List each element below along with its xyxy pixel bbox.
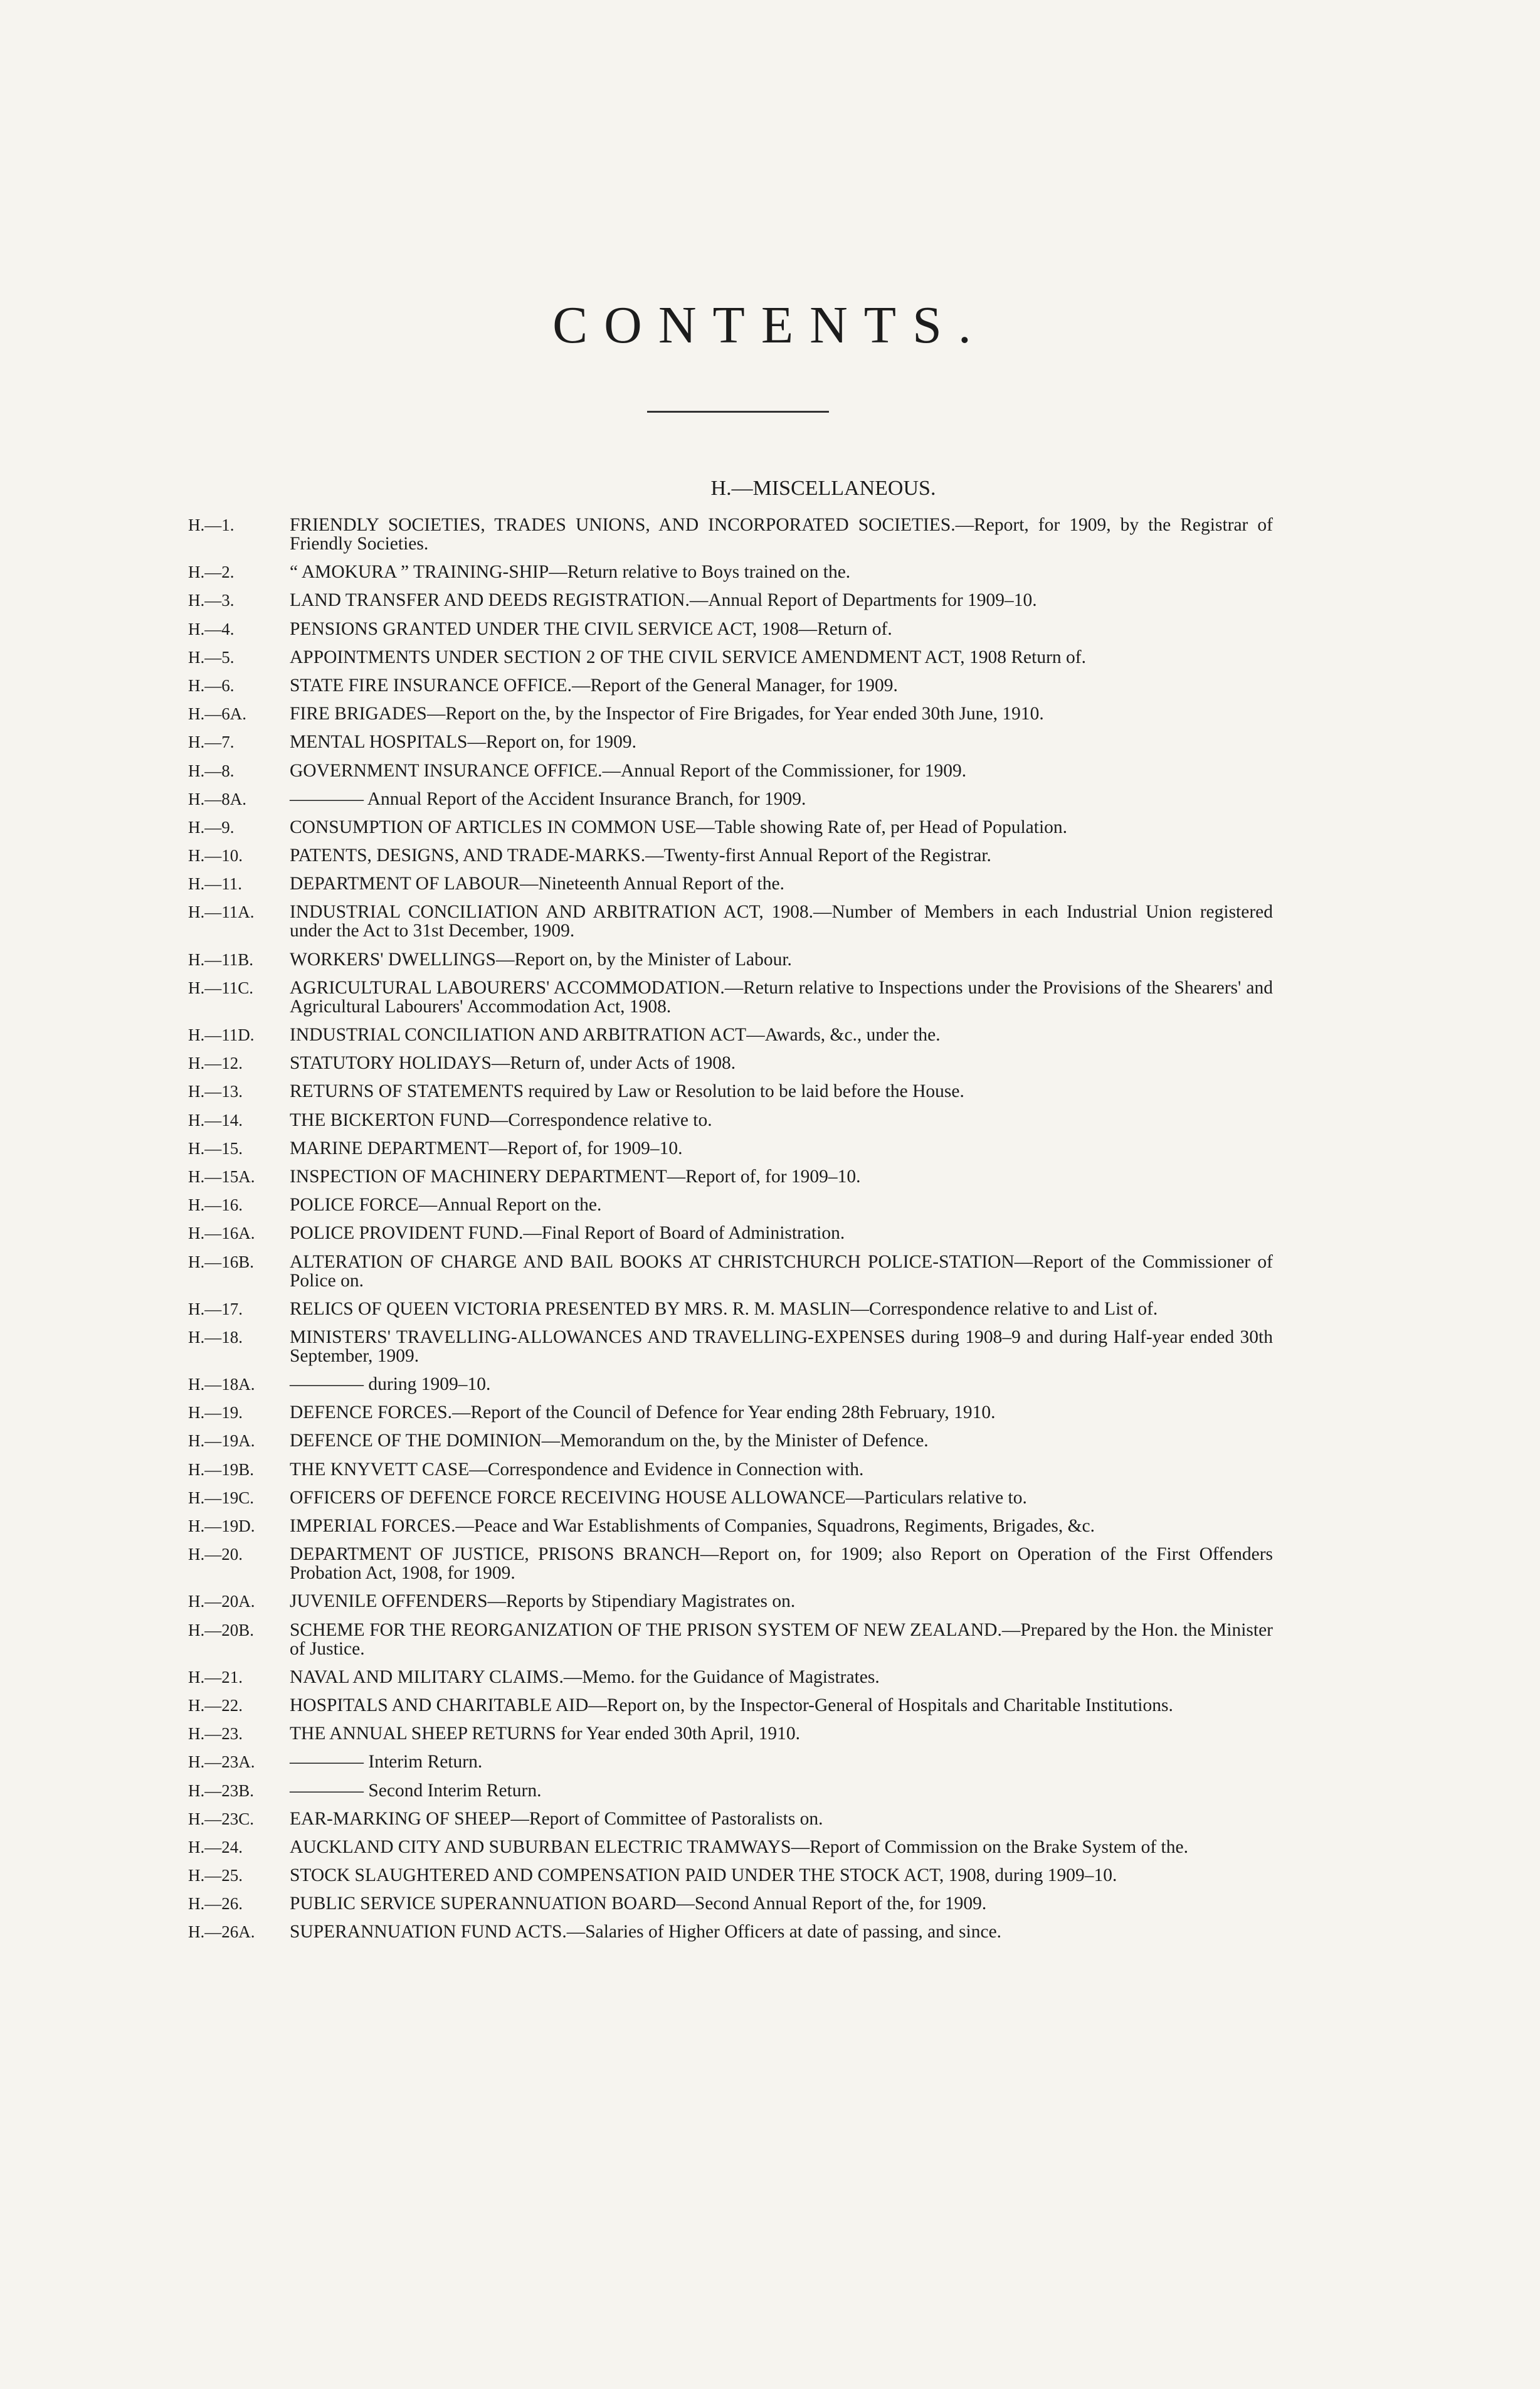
entry-code: H.—6A. — [188, 704, 246, 724]
entry-text: INDUSTRIAL CONCILIATION AND ARBITRATION ACT, 1908.—Number of Members in each Industrial Union registered under the Act to 31st December, 1909. — [290, 902, 1273, 941]
contents-entry — [188, 1195, 1273, 1214]
entry-text: “ AMOKURA ” TRAINING-SHIP—Return relative to Boys trained on the. — [290, 562, 851, 583]
contents-entry — [188, 620, 1273, 638]
title-divider — [647, 411, 829, 413]
entry-code: H.—2. — [188, 563, 235, 582]
entry-code: H.—3. — [188, 591, 235, 610]
contents-entry — [188, 1752, 1273, 1771]
entry-text: OFFICERS OF DEFENCE FORCE RECEIVING HOUSE ALLOWANCE—Particulars relative to. — [290, 1487, 1027, 1508]
entry-text: FIRE BRIGADES—Report on the, by the Inspector of Fire Brigades, for Year ended 30th June, 1910. — [290, 704, 1044, 724]
contents-entry — [188, 1328, 1273, 1365]
entry-text: IMPERIAL FORCES.—Peace and War Establishments of Companies, Squadrons, Regiments, Brigades, &c. — [290, 1516, 1095, 1536]
contents-entry — [188, 1082, 1273, 1101]
section-heading: H.—MISCELLANEOUS. — [710, 477, 936, 500]
entry-text: SCHEME FOR THE REORGANIZATION OF THE PRISON SYSTEM OF NEW ZEALAND.—Prepared by the Hon. the Minister of Justice. — [290, 1619, 1273, 1659]
entry-code: H.—22. — [188, 1695, 243, 1715]
entry-code: H.—17. — [188, 1299, 243, 1318]
contents-entry — [188, 1781, 1273, 1800]
entry-code: H.—16B. — [188, 1252, 255, 1271]
contents-entry — [188, 1621, 1273, 1658]
entry-code: H.—23. — [188, 1724, 243, 1744]
entry-code: H.—10. — [188, 846, 243, 866]
entry-text: MARINE DEPARTMENT—Report of, for 1909–10. — [290, 1138, 683, 1158]
entry-text: DEPARTMENT OF JUSTICE, PRISONS BRANCH—Report on, for 1909; also Report on Operation of the First Offenders Probation Act, 1908, for 1909. — [290, 1544, 1273, 1584]
contents-entry — [188, 1696, 1273, 1715]
contents-entry — [188, 1224, 1273, 1242]
page-title: CONTENTS. — [552, 296, 988, 354]
contents-entry — [188, 978, 1273, 1016]
entry-code: H.—13. — [188, 1082, 243, 1101]
contents-entry — [188, 874, 1273, 893]
contents-entry — [188, 676, 1273, 695]
contents-entry — [188, 1838, 1273, 1857]
contents-entry — [188, 846, 1273, 865]
entry-code: H.—18. — [188, 1327, 243, 1347]
entry-code: H.—19B. — [188, 1459, 255, 1479]
entry-code: H.—16A. — [188, 1224, 255, 1243]
contents-entry — [188, 1253, 1273, 1290]
entry-code: H.—6. — [188, 675, 235, 695]
entry-text: ———— Annual Report of the Accident Insurance Branch, for 1909. — [290, 788, 806, 809]
contents-entry — [188, 903, 1273, 940]
contents-entry — [188, 563, 1273, 581]
entry-code: H.—25. — [188, 1866, 243, 1885]
entry-text: AUCKLAND CITY AND SUBURBAN ELECTRIC TRAMWAYS—Report of Commission on the Brake System of the. — [290, 1836, 1188, 1857]
entry-text: ———— Second Interim Return. — [290, 1780, 542, 1801]
contents-entry — [188, 761, 1273, 780]
entry-code: H.—23C. — [188, 1809, 255, 1828]
contents-entry — [188, 790, 1273, 808]
entry-text: INSPECTION OF MACHINERY DEPARTMENT—Report of, for 1909–10. — [290, 1166, 861, 1187]
entry-code: H.—12. — [188, 1054, 243, 1073]
contents-entry — [188, 1403, 1273, 1422]
contents-entry — [188, 704, 1273, 723]
entry-code: H.—21. — [188, 1667, 243, 1687]
entry-code: H.—26. — [188, 1894, 243, 1914]
contents-entry — [188, 818, 1273, 837]
entry-text: MENTAL HOSPITALS—Report on, for 1909. — [290, 732, 637, 753]
contents-entry — [188, 516, 1273, 553]
entry-text: APPOINTMENTS UNDER SECTION 2 OF THE CIVIL SERVICE AMENDMENT ACT, 1908 Return of. — [290, 647, 1086, 667]
entry-code: H.—19D. — [188, 1517, 255, 1535]
entry-code: H.—11D. — [188, 1025, 255, 1044]
contents-entry — [188, 1894, 1273, 1913]
entry-text: INDUSTRIAL CONCILIATION AND ARBITRATION ACT—Awards, &c., under the. — [290, 1025, 941, 1045]
contents-list — [188, 516, 1273, 1951]
contents-entry — [188, 1111, 1273, 1130]
contents-entry — [188, 1431, 1273, 1450]
entry-text: ———— during 1909–10. — [290, 1374, 491, 1395]
entry-code: H.—14. — [188, 1110, 243, 1130]
entry-text: STATUTORY HOLIDAYS—Return of, under Acts of 1908. — [290, 1053, 736, 1074]
entry-text: AGRICULTURAL LABOURERS' ACCOMMODATION.—Return relative to Inspections under the Provisions of the Shearers' and Agricultural Labourers' Accommodation Act, 1908. — [290, 977, 1273, 1017]
entry-text: JUVENILE OFFENDERS—Reports by Stipendiary Magistrates on. — [290, 1591, 796, 1612]
entry-text: POLICE PROVIDENT FUND.—Final Report of Board of Administration. — [290, 1223, 845, 1244]
contents-entry — [188, 1025, 1273, 1044]
entry-text: DEFENCE OF THE DOMINION—Memorandum on the, by the Minister of Defence. — [290, 1431, 929, 1451]
contents-entry — [188, 1922, 1273, 1941]
entry-code: H.—9. — [188, 817, 235, 837]
entry-text: THE KNYVETT CASE—Correspondence and Evidence in Connection with. — [290, 1459, 864, 1480]
entry-text: RETURNS OF STATEMENTS required by Law or Resolution to be laid before the House. — [290, 1081, 964, 1102]
entry-text: STATE FIRE INSURANCE OFFICE.—Report of the General Manager, for 1909. — [290, 675, 898, 696]
entry-text: EAR-MARKING OF SHEEP—Report of Committee of Pastoralists on. — [290, 1808, 823, 1829]
entry-code: H.—7. — [188, 733, 235, 752]
entry-code: H.—19A. — [188, 1431, 255, 1451]
contents-entry — [188, 1054, 1273, 1073]
entry-code: H.—24. — [188, 1837, 243, 1857]
entry-code: H.—8. — [188, 761, 235, 780]
entry-code: H.—15. — [188, 1138, 243, 1158]
entry-text: THE BICKERTON FUND—Correspondence relative to. — [290, 1110, 712, 1130]
contents-entry — [188, 950, 1273, 969]
entry-text: PENSIONS GRANTED UNDER THE CIVIL SERVICE ACT, 1908—Return of. — [290, 618, 892, 639]
contents-entry — [188, 1167, 1273, 1186]
entry-code: H.—20. — [188, 1545, 243, 1564]
contents-entry — [188, 1460, 1273, 1479]
entry-code: H.—20B. — [188, 1620, 255, 1639]
contents-entry — [188, 648, 1273, 667]
contents-entry — [188, 1300, 1273, 1318]
entry-code: H.—5. — [188, 647, 235, 667]
entry-code: H.—19C. — [188, 1488, 255, 1507]
contents-entry — [188, 1545, 1273, 1582]
entry-text: DEFENCE FORCES.—Report of the Council of Defence for Year ending 28th February, 1910. — [290, 1402, 996, 1423]
contents-entry — [188, 591, 1273, 610]
entry-text: DEPARTMENT OF LABOUR—Nineteenth Annual Report of the. — [290, 874, 784, 894]
entry-text: GOVERNMENT INSURANCE OFFICE.—Annual Report of the Commissioner, for 1909. — [290, 760, 967, 781]
entry-code: H.—19. — [188, 1403, 243, 1422]
contents-entry — [188, 1668, 1273, 1687]
entry-code: H.—20A. — [188, 1592, 255, 1611]
entry-text: THE ANNUAL SHEEP RETURNS for Year ended 30th April, 1910. — [290, 1724, 800, 1744]
entry-code: H.—11C. — [188, 978, 254, 997]
entry-code: H.—11. — [188, 874, 242, 894]
entry-code: H.—11B. — [188, 950, 254, 969]
entry-code: H.—11A. — [188, 903, 255, 922]
entry-text: POLICE FORCE—Annual Report on the. — [290, 1195, 602, 1216]
contents-entry — [188, 1488, 1273, 1507]
entry-text: PATENTS, DESIGNS, AND TRADE-MARKS.—Twenty-first Annual Report of the Registrar. — [290, 845, 991, 866]
entry-text: NAVAL AND MILITARY CLAIMS.—Memo. for the Guidance of Magistrates. — [290, 1666, 880, 1687]
entry-text: STOCK SLAUGHTERED AND COMPENSATION PAID UNDER THE STOCK ACT, 1908, during 1909–10. — [290, 1865, 1117, 1886]
entry-text: ALTERATION OF CHARGE AND BAIL BOOKS AT CHRISTCHURCH POLICE-STATION—Report of the Commissioner of Police on. — [290, 1251, 1273, 1291]
contents-entry — [188, 733, 1273, 751]
entry-code: H.—26A. — [188, 1922, 255, 1942]
entry-code: H.—1. — [188, 516, 235, 534]
entry-text: SUPERANNUATION FUND ACTS.—Salaries of Higher Officers at date of passing, and since. — [290, 1922, 1002, 1942]
contents-entry — [188, 1592, 1273, 1611]
entry-code: H.—16. — [188, 1195, 243, 1215]
entry-code: H.—15A. — [188, 1167, 255, 1186]
entry-text: MINISTERS' TRAVELLING-ALLOWANCES AND TRAVELLING-EXPENSES during 1908–9 and during Half-year ended 30th September, 1909. — [290, 1327, 1273, 1366]
contents-entry — [188, 1139, 1273, 1158]
contents-entry — [188, 1517, 1273, 1535]
entry-code: H.—18A. — [188, 1375, 255, 1394]
entry-text: LAND TRANSFER AND DEEDS REGISTRATION.—Annual Report of Departments for 1909–10. — [290, 590, 1037, 611]
contents-entry — [188, 1866, 1273, 1885]
entry-text: HOSPITALS AND CHARITABLE AID—Report on, by the Inspector-General of Hospitals and Charitable Institutions. — [290, 1695, 1173, 1715]
contents-entry — [188, 1809, 1273, 1828]
entry-text: WORKERS' DWELLINGS—Report on, by the Minister of Labour. — [290, 949, 792, 970]
contents-entry — [188, 1375, 1273, 1394]
entry-code: H.—4. — [188, 619, 235, 638]
entry-text: RELICS OF QUEEN VICTORIA PRESENTED BY MRS. R. M. MASLIN—Correspondence relative to and List of. — [290, 1298, 1158, 1319]
entry-text: PUBLIC SERVICE SUPERANNUATION BOARD—Second Annual Report of the, for 1909. — [290, 1894, 987, 1914]
entry-code: H.—8A. — [188, 789, 246, 808]
contents-entry — [188, 1724, 1273, 1743]
entry-text: CONSUMPTION OF ARTICLES IN COMMON USE—Table showing Rate of, per Head of Population. — [290, 817, 1068, 837]
entry-code: H.—23A. — [188, 1752, 255, 1772]
entry-text: FRIENDLY SOCIETIES, TRADES UNIONS, AND INCORPORATED SOCIETIES.—Report, for 1909, by the Registrar of Friendly Societies. — [290, 515, 1273, 554]
entry-text: ———— Interim Return. — [290, 1752, 483, 1772]
entry-code: H.—23B. — [188, 1781, 255, 1800]
